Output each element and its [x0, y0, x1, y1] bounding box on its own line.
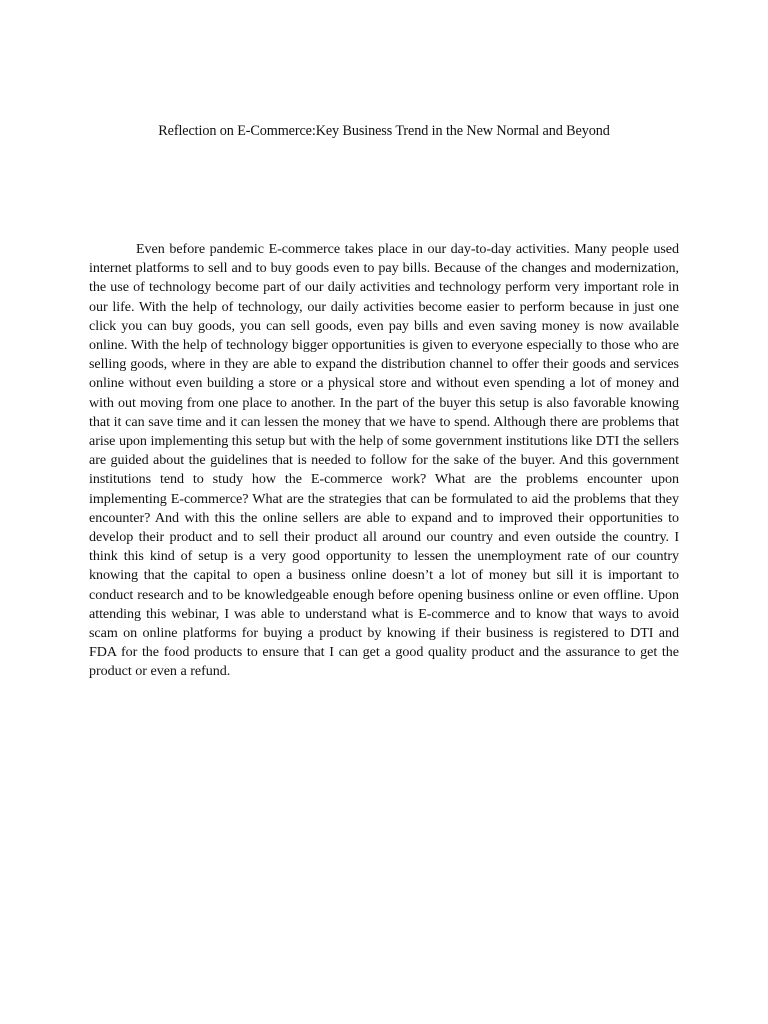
document-body-paragraph: Even before pandemic E-commerce takes place in our day-to-day activities. Many people used internet platforms to sell and to buy goods even to pay bills. Because of the changes and modernization, the use of technology become part of our daily activities and technology perform very important role in our life. With the help of technology, our daily activities become easier to perform because in just one click you can buy goods, you can sell goods, even pay bills and even saving money is now available online. With the help of technology bigger opportunities is given to everyone especially to those who are selling goods, where in they are able to expand the distribution channel to offer their goods and services online without even building a store or a physical store and without even spending a lot of money and with out moving from one place to another. In the part of the buyer this setup is also favorable knowing that it can save time and it can lessen the money that we have to spend. Although there are problems that arise upon implementing this setup but with the help of some government institutions like DTI the sellers are guided about the guidelines that is needed to follow for the sake of the buyer. And this government institutions tend to study how the E-commerce work? What are the problems encounter upon implementing E-commerce? What are the strategies that can be formulated to aid the problems that they encounter? And with this the online sellers are able to expand and to improved their opportunities to develop their product and to sell their product all around our country and even outside the country. I think this kind of setup is a very good opportunity to lessen the unemployment rate of our country knowing that the capital to open a business online doesn’t a lot of money but sill it is important to conduct research and to be knowledgeable enough before opening business online or even offline. Upon attending this webinar, I was able to understand what is E-commerce and to know that ways to avoid scam on online platforms for buying a product by knowing if their business is registered to DTI and FDA for the food products to ensure that I can get a good quality product and the assurance to get the product or even a refund. — [89, 241, 679, 680]
document-title: Reflection on E-Commerce:Key Business Trend in the New Normal and Beyond — [158, 123, 610, 139]
